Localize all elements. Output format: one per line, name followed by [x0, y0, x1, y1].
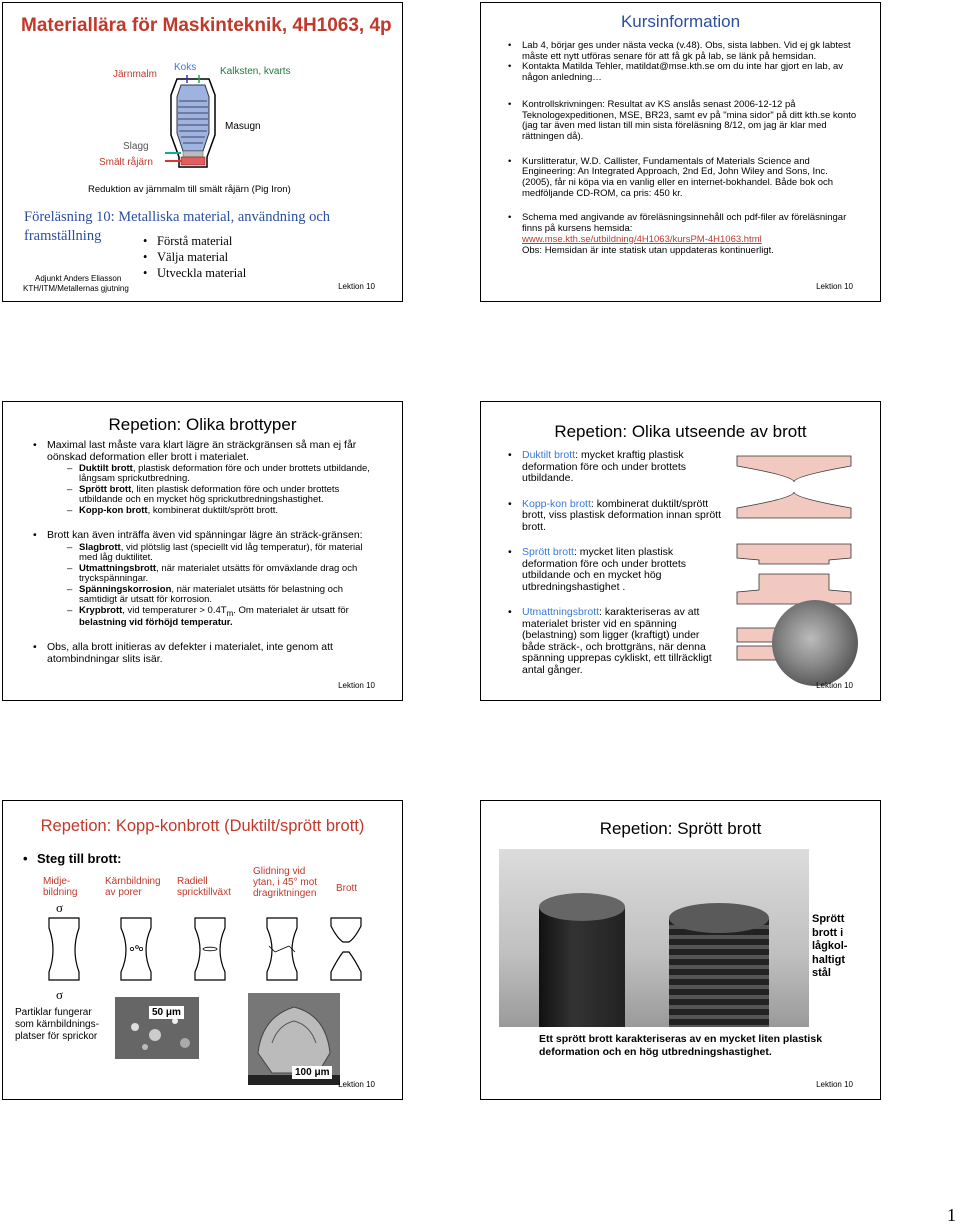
subscript: m — [226, 608, 234, 618]
sub-item — [67, 506, 378, 516]
slide-title: Repetion: Kopp-konbrott (Duktilt/sprött brott) — [40, 817, 365, 835]
label-koks: Koks — [174, 62, 197, 73]
bullet-text: Maximal last måste vara klart lägre än sträckgränsen så man ej får oönskad deformation eller brott i materialet. — [47, 439, 357, 463]
sub-item-kryp — [67, 606, 378, 629]
item-duktilt — [508, 450, 723, 485]
sub-list — [47, 464, 378, 516]
slide-brottyper — [2, 401, 403, 701]
brittle-fracture-photo — [499, 849, 809, 1027]
slide-title: Kursinformation — [620, 12, 741, 31]
info-list — [508, 41, 858, 256]
sub-item — [67, 464, 378, 484]
slide-sprott-brott — [480, 800, 881, 1100]
term: Slagbrott — [79, 541, 121, 553]
scale-label-100: 100 μm — [292, 1066, 332, 1079]
steps-heading-list — [23, 851, 122, 866]
term-desc: , kombinerat duktilt/sprött brott. — [147, 505, 279, 516]
term-desc: , vid temperaturer > 0.4T — [122, 604, 227, 616]
lecture-footer: Lektion 10 — [816, 282, 853, 291]
bullet-lower-stress — [33, 530, 378, 628]
term: Krypbrott — [79, 604, 123, 616]
term-desc: , plastisk deformation före och under brottets utbildande, långsam sprickutbredning. — [79, 463, 370, 484]
term-desc: : mycket kraftig plastisk deformation före och under brottets utbildande. — [522, 449, 687, 484]
bullet-text: Brott kan även inträffa även vid spänningar lägre än sträck-gränsen: — [47, 529, 363, 541]
term: Utmattningsbrott — [522, 606, 600, 618]
step-label-karnbildning: Kärnbildning av porer — [105, 876, 161, 898]
sub-item — [67, 585, 378, 605]
schedule-text: Schema med angivande av föreläsningsinnehåll och pdf-filer av föreläsningar finns på kursens hemsida: — [522, 212, 847, 235]
goals-list — [143, 233, 246, 281]
fracture-types-list — [33, 440, 378, 665]
course-url-link[interactable]: www.mse.kth.se/utbildning/4H1063/kursPM-4H1063.html — [522, 233, 762, 245]
slide-title: Repetion: Olika brottyper — [108, 415, 297, 434]
info-item-schedule — [508, 213, 858, 256]
page-number: 1 — [947, 1205, 956, 1225]
term: Sprött brott — [79, 484, 132, 495]
term-desc: : kombinerat duktilt/sprött brott, viss plastisk deformation innan sprött brott. — [522, 497, 722, 533]
sub-item — [67, 485, 378, 505]
term: Utmattningsbrott — [79, 562, 157, 574]
sub-list — [47, 543, 378, 629]
lecture-footer: Lektion 10 — [816, 1080, 853, 1089]
step-label-midje: Midje- bildning — [43, 876, 78, 898]
slide-title: Repetion: Sprött brott — [599, 819, 762, 838]
lecture-heading: Föreläsning 10: Metalliska material, användning och framställning — [24, 209, 331, 244]
info-item-contact: • Kontakta Matilda Tehler, matildat@mse.kth.se om du inte har gjort en lab, av någon anledning… — [508, 62, 858, 83]
scale-label-50: 50 μm — [149, 1006, 184, 1019]
goal-item: • Förstå material — [143, 233, 246, 249]
lecture-footer: Lektion 10 — [816, 681, 853, 690]
info-item-literature: • Kurslitteratur, W.D. Callister, Fundamentals of Materials Science and Engineering: An Integrated Approach, 2nd Ed, John Wiley and Sons, Inc. (2005), får ni köpa via en vanlig eller en internet-bokhandel. Både bok och medföljande CD-ROM, ca pris: 450 kr. — [508, 157, 858, 200]
label-kalksten: Kalksten, kvarts — [220, 66, 291, 77]
info-item-ks: • Kontrollskrivningen: Resultat av KS anslås senast 2006-12-12 på Teknologexpeditionen, MSE, BR23, samt ev på "mina sidor" på ditt kth.se konto (jag tar även med listan till min sista föreläsning 8/12, om jag är klar med rättningen då). — [508, 100, 858, 143]
cup-cone-steps-diagram — [43, 916, 373, 986]
term-desc: : mycket liten plastisk deformation före och under brottets utbildande och en mycket hög utbredningshastighet . — [522, 546, 687, 593]
slide-title: Repetion: Olika utseende av brott — [554, 422, 807, 441]
lecture-footer: Lektion 10 — [338, 681, 375, 690]
sub-item — [67, 564, 378, 584]
blast-furnace-diagram — [163, 75, 223, 175]
bullet-defects: • Obs, alla brott initieras av defekter i materialet, inte genom att atombindningar slits isär. — [33, 642, 378, 665]
term: Kopp-kon brott — [79, 505, 148, 516]
side-caption: Sprött brott i lågkol- haltigt stål — [812, 913, 848, 979]
term-desc: , när materialet utsätts för omväxlande drag och tryckspänningar. — [79, 562, 358, 584]
term: Duktilt brott — [522, 449, 576, 461]
term: Kopp-kon brott — [522, 497, 591, 510]
sigma-top: σ — [56, 900, 64, 915]
sub-item — [67, 543, 378, 563]
lecture-footer: Lektion 10 — [338, 1080, 375, 1089]
slide-kursinformation — [480, 2, 881, 302]
item-kopp-kon — [508, 499, 723, 534]
term: belastning vid förhöjd temperatur. — [79, 617, 233, 629]
goal-item: • Utveckla material — [143, 265, 246, 281]
sigma-bottom: σ — [56, 987, 64, 1002]
update-note: Obs: Hemsidan är inte statisk utan uppdateras kontinuerligt. — [522, 244, 774, 256]
brittle-caption: Ett sprött brott karakteriseras av en mycket liten plastisk deformation och en hög utbredningshastighet. — [539, 1033, 823, 1058]
term: Sprött brott — [522, 546, 574, 558]
info-item-lab: • Lab 4, börjar ges under nästa vecka (v.48). Obs, sista labben. Vid ej gk labtest måste ett nytt utföras senare för att få gk på lab, se länk på hemsidan. — [508, 41, 858, 62]
author-name: Adjunkt Anders Eliasson — [35, 274, 122, 283]
term-desc: : karakteriseras av att materialet brister vid en spänning (belastning) som ligger (kraftigt) under både sträck-, och brottgräns, när denna spänning upprepas cykliskt, ett tillräckligt antal gånger. — [522, 606, 712, 676]
item-sprott — [508, 547, 723, 593]
term: Duktilt brott — [79, 463, 133, 474]
fracture-appearance-list — [508, 450, 723, 676]
term-desc: , när materialet utsätts för belastning och samtidigt är utsatt för korrosion. — [79, 583, 343, 605]
item-utmattning — [508, 607, 723, 676]
slide-kopp-konbrott — [2, 800, 403, 1100]
slide-utseende-brott — [480, 401, 881, 701]
label-slagg: Slagg — [123, 141, 149, 152]
bullet-max-load — [33, 440, 378, 516]
fatigue-fracture-photo — [772, 600, 858, 686]
label-smalt-rajarn: Smält råjärn — [99, 157, 153, 168]
slide-course-title — [2, 2, 403, 302]
goal-item: • Välja material — [143, 249, 246, 265]
label-masugn: Masugn — [225, 121, 261, 132]
term-desc: . Om materialet är utsatt för — [233, 604, 349, 616]
step-label-radiell: Radiell spricktillväxt — [177, 876, 231, 898]
slide-title: Materiallära för Maskinteknik, 4H1063, 4p — [21, 15, 392, 36]
label-jarnmalm: Järnmalm — [113, 69, 157, 80]
furnace-caption: Reduktion av järnmalm till smält råjärn (Pig Iron) — [88, 184, 291, 195]
term-desc: , vid plötslig last (speciellt vid låg temperatur), för material med låg duktilitet. — [79, 541, 363, 563]
term-desc: , liten plastisk deformation före och under brottets utbildande och en mycket hög sprickutbredningshastighet. — [79, 484, 340, 505]
particles-note: Partiklar fungerar som kärnbildnings- platser för sprickor — [15, 1007, 99, 1042]
step-label-glidning: Glidning vid ytan, i 45° mot dragriktningen — [253, 866, 318, 899]
steps-heading: • Steg till brott: — [23, 851, 122, 866]
author-affiliation: KTH/ITM/Metallernas gjutning — [23, 284, 129, 293]
lecture-footer: Lektion 10 — [338, 282, 375, 291]
term: Spänningskorrosion — [79, 583, 172, 595]
step-label-brott: Brott — [336, 883, 358, 894]
